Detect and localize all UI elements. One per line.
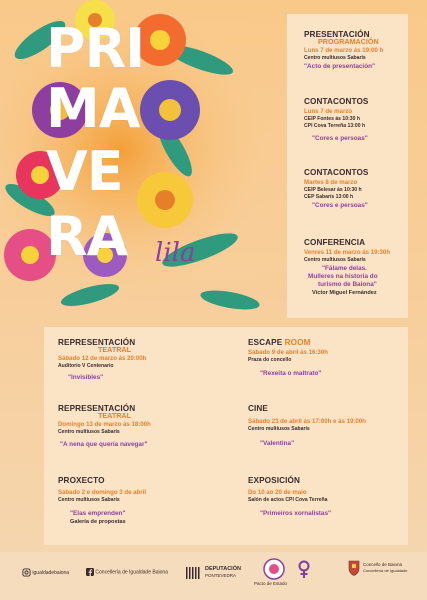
instagram-icon — [22, 568, 31, 577]
concello-logo — [348, 560, 408, 582]
event-subtitle: TEATRAL — [98, 345, 132, 354]
event-quote: "Invisibles" — [68, 374, 104, 381]
concello-name: Concello de Baiona — [363, 562, 403, 567]
event-venue: Auditorio V Centenario — [58, 363, 114, 369]
concello-sub: Concellería de Igualdade — [363, 568, 408, 573]
event-contacontos-2 — [304, 168, 368, 210]
event-title: PROXECTO — [58, 476, 105, 485]
event-presentacion — [304, 30, 383, 71]
pacto-name: Pacto de Estado — [254, 581, 288, 586]
event-teatral-1 — [58, 338, 146, 382]
event-title: CONFERENCIA — [304, 238, 366, 247]
event-author: Víctor Miguel Fernández — [312, 290, 377, 296]
event-conferencia — [304, 238, 390, 297]
event-date: Sábado 12 de marzo ás 20:00h — [58, 355, 147, 362]
event-quote-line: Mulleres na historia do — [308, 273, 378, 280]
event-extra: Galería de propostas — [70, 519, 126, 525]
event-date: Martes 8 de marzo — [304, 179, 358, 186]
event-date: Venres 11 de marzo ás 19:30h — [304, 249, 391, 256]
facebook-link[interactable] — [86, 568, 168, 576]
event-date: Sábado 23 de abril ás 17:00h e ás 19:00h — [248, 418, 366, 425]
event-cine — [248, 404, 366, 448]
event-quote: "Rexeita o maltrato" — [260, 370, 322, 377]
event-quote: "Valentina" — [260, 440, 295, 447]
event-quote: "Cores e persoas" — [312, 202, 368, 209]
event-venue: Centro multiusos Sabarís — [304, 257, 366, 263]
deputacion-sub: PONTEVEDRA — [205, 573, 237, 578]
event-quote: "A nena que quería navegar" — [60, 441, 148, 448]
event-date: Sábado 9 de abril ás 16:30h — [248, 349, 328, 356]
event-contacontos-1 — [304, 97, 368, 143]
event-quote: "Acto de presentación" — [304, 63, 376, 70]
event-title-accent: ROOM — [284, 338, 311, 347]
pacto-logo — [254, 558, 294, 592]
event-exposicion — [248, 476, 331, 518]
event-venue: Centro multiusos Sabarís — [58, 429, 120, 435]
hero-letters-2: MA — [46, 77, 140, 140]
event-quote-line: turismo de Baiona" — [318, 281, 377, 288]
event-title: CINE — [248, 404, 268, 413]
facebook-name: Concellería de Igualdade Baiona — [95, 569, 168, 576]
event-title: EXPOSICIÓN — [248, 476, 300, 485]
event-quote: "Cores e persoas" — [312, 135, 368, 142]
event-date: Luns 7 de marzo ás 19:00 h — [304, 47, 384, 54]
deputacion-icon — [186, 567, 202, 579]
event-venue: CPI Cova Terreña 13:00 h — [304, 123, 366, 129]
hero-letters-1: PRI — [46, 17, 145, 80]
ministerio-logo — [298, 560, 336, 582]
event-title — [248, 338, 328, 348]
event-title: PRESENTACIÓN — [304, 30, 370, 39]
footer — [0, 552, 427, 600]
event-venue: CEIP Fontes ás 10:30 h — [304, 116, 360, 122]
event-escape-room — [248, 338, 328, 378]
hero-accent: lila — [155, 238, 196, 268]
event-title: REPRESENTACIÓN — [58, 338, 136, 347]
instagram-handle: igualdadebaiona — [32, 569, 70, 576]
event-subtitle: TEATRAL — [98, 411, 132, 420]
event-date: Domingo 13 de marzo ás 18:00h — [58, 421, 151, 428]
deputacion-logo — [186, 566, 248, 580]
event-title: CONTACONTOS — [304, 168, 369, 177]
event-date: Luns 7 de marzo — [304, 108, 353, 115]
event-teatral-2 — [58, 404, 151, 449]
event-title: CONTACONTOS — [304, 97, 369, 106]
hero-letters-3: VE — [46, 140, 123, 203]
facebook-icon — [86, 568, 94, 576]
event-quote-line: "Fálame delas. — [322, 265, 367, 272]
event-quote: "Primeiros xornalistas" — [260, 510, 332, 517]
event-quote: "Elas emprenden" — [70, 510, 126, 517]
event-subtitle: PROGRAMACIÓN — [318, 37, 379, 46]
event-venue: Praza do concello — [248, 357, 292, 363]
venus-icon — [298, 560, 310, 580]
event-venue: Centro multiusos Sabarís — [58, 497, 120, 503]
event-venue: Salón de actos CPI Cova Terreña — [248, 497, 328, 503]
event-venue: CEP Sabarís 13:00 h — [304, 194, 354, 200]
instagram-link[interactable] — [22, 568, 69, 577]
event-date: Sábado 2 e domingo 3 de abril — [58, 489, 147, 496]
event-proxecto — [58, 476, 146, 526]
floral-artwork — [0, 0, 290, 320]
event-venue: CEIP Belesar ás 10:30 h — [304, 187, 362, 193]
event-date: Do 10 ao 20 de maio — [248, 489, 307, 496]
hero-letters-4: RA — [46, 205, 128, 268]
event-venue: Centro multiusos Sabarís — [304, 55, 366, 61]
pacto-icon — [263, 558, 285, 580]
crest-icon — [348, 560, 360, 576]
event-venue: Centro multiusos Sabarís — [248, 426, 310, 432]
event-title: REPRESENTACIÓN — [58, 404, 136, 413]
event-title-main: ESCAPE — [248, 338, 283, 347]
deputacion-name: DEPUTACIÓN — [205, 566, 241, 572]
